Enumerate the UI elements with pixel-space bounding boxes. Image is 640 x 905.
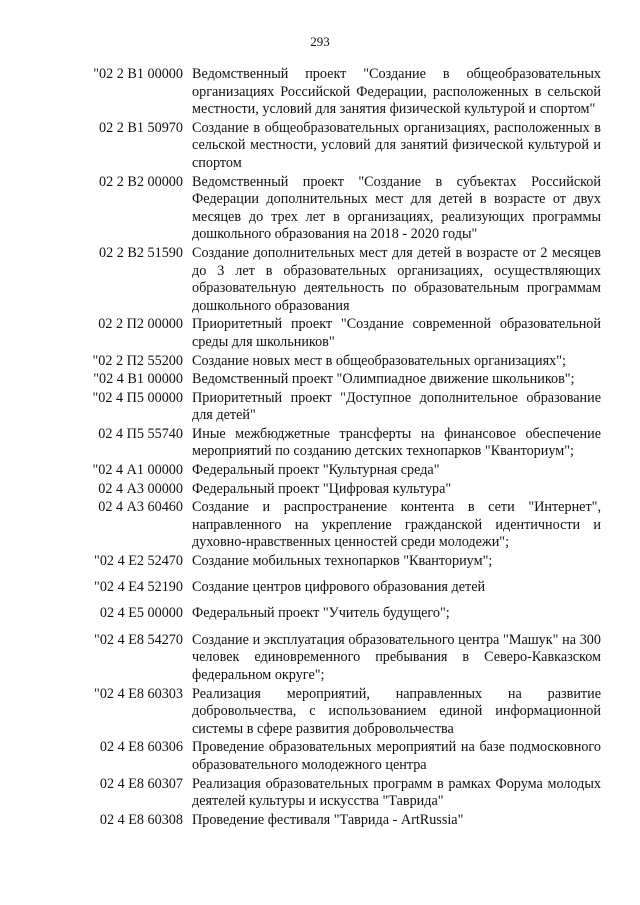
entry-description: Ведомственный проект "Олимпиадное движение школьников"; xyxy=(192,371,575,388)
entry-description: Проведение фестиваля "Таврида - ArtRussia" xyxy=(192,811,464,828)
entry-code: 02 4 А3 00000 xyxy=(98,480,183,497)
entry-02-4-e8-60303 xyxy=(0,686,640,739)
entry-description: Федеральный проект "Учитель будущего"; xyxy=(192,605,450,622)
entry-description: Создание новых мест в общеобразовательных организациях"; xyxy=(192,352,566,369)
entry-description: Создание мобильных технопарков "Кванториум"; xyxy=(192,553,493,570)
entry-code: "02 4 В1 00000 xyxy=(93,371,183,388)
entry-02-2-p2-00000 xyxy=(0,316,640,351)
entry-02-4-a1-00000 xyxy=(0,462,640,480)
entry-02-4-a3-60460 xyxy=(0,499,640,552)
entry-description: Создание центров цифрового образования детей xyxy=(192,578,486,595)
entry-description: Проведение образовательных мероприятий на базе подмосковного образовательного молодежного центра xyxy=(192,739,601,773)
entry-02-2-v2-51590 xyxy=(0,245,640,315)
entry-description: Реализация мероприятий, направленных на развитие добровольчества, с использованием единой информационной системы в сфере развития добровольчества xyxy=(192,685,601,737)
entry-02-4-e8-54270 xyxy=(0,632,640,685)
entry-02-2-v1-00000 xyxy=(0,66,640,119)
entry-description: Реализация образовательных программ в рамках Форума молодых деятелей культуры и искусства "Таврида" xyxy=(192,775,601,810)
entry-description: Приоритетный проект "Доступное дополнительное образование для детей" xyxy=(192,389,601,424)
entry-02-4-e8-60307 xyxy=(0,776,640,811)
entry-code: 02 4 Е8 60307 xyxy=(99,775,183,792)
entry-code: 02 2 В1 50970 xyxy=(99,119,183,136)
entry-code: 02 2 В2 00000 xyxy=(99,173,183,190)
entry-code: 02 2 П2 00000 xyxy=(98,316,183,333)
entry-code: "02 2 П2 55200 xyxy=(92,352,183,369)
entry-02-4-a3-00000 xyxy=(0,481,640,499)
entry-description: Создание в общеобразовательных организациях, расположенных в сельской местности, условий для занятий физической культурой и спортом xyxy=(192,119,601,171)
entry-02-4-v1-00000 xyxy=(0,371,640,389)
entry-02-2-v2-00000 xyxy=(0,174,640,244)
entry-description: Создание и распространение контента в сети "Интернет", направленного на укрепление гражданской идентичности и духовно-нравственных ценностей среди молодежи"; xyxy=(192,499,601,551)
entry-description: Иные межбюджетные трансферты на финансовое обеспечение мероприятий по созданию детских технопарков "Кванториум"; xyxy=(192,425,601,460)
entry-code: "02 4 Е4 52190 xyxy=(94,578,183,595)
entry-code: 02 4 Е5 00000 xyxy=(99,605,183,622)
entry-code: 02 4 П5 55740 xyxy=(98,425,183,442)
entry-02-4-p5-00000 xyxy=(0,390,640,425)
entry-code: "02 4 П5 00000 xyxy=(92,389,183,406)
entry-description: Ведомственный проект "Создание в субъектах Российской Федерации дополнительных мест для детей в возрасте от двух месяцев до трех лет в организациях, реализующих программы дошкольного образования на 2018 - 2020 годы" xyxy=(192,173,601,243)
entry-02-2-p2-55200 xyxy=(0,353,640,371)
entry-description: Приоритетный проект "Создание современной образовательной среды для школьников" xyxy=(192,316,601,350)
entry-description: Федеральный проект "Культурная среда" xyxy=(192,462,440,479)
entry-code: "02 2 В1 00000 xyxy=(93,66,183,82)
entry-02-4-p5-55740 xyxy=(0,426,640,461)
page-number: 293 xyxy=(310,34,330,49)
entry-description: Федеральный проект "Цифровая культура" xyxy=(192,480,452,497)
entry-code: 02 4 Е8 60308 xyxy=(99,811,183,828)
entry-02-2-v1-50970 xyxy=(0,120,640,173)
entry-02-4-e8-60306 xyxy=(0,739,640,774)
entry-code: "02 4 А1 00000 xyxy=(92,462,183,479)
entry-code: "02 4 Е8 54270 xyxy=(94,631,183,648)
entry-description: Создание дополнительных мест для детей в возрасте от 2 месяцев до 3 лет в образовательных организациях, осуществляющих образовательную деятельность по образовательным программам дошкольного образования xyxy=(192,244,601,314)
entry-02-4-e2-52470 xyxy=(0,553,640,571)
entry-02-4-e5-00000 xyxy=(0,605,640,623)
entry-02-4-e8-60308 xyxy=(0,812,640,830)
entry-code: 02 2 В2 51590 xyxy=(99,244,183,261)
entry-description: Ведомственный проект "Создание в общеобразовательных организациях Российской Федерации, расположенных в сельской местности, условий для занятия физической культурой и спортом" xyxy=(192,66,601,118)
entry-code: 02 4 Е8 60306 xyxy=(99,739,183,756)
entry-description: Создание и эксплуатация образовательного центра "Машук" на 300 человек единовременного пребывания в Северо-Кавказском федеральном округе"; xyxy=(192,631,601,683)
entry-code: 02 4 А3 60460 xyxy=(98,499,183,516)
entry-code: "02 4 Е2 52470 xyxy=(94,553,183,570)
budget-code-list xyxy=(0,66,640,829)
entry-code: "02 4 Е8 60303 xyxy=(94,685,183,702)
entry-02-4-e4-52190 xyxy=(0,579,640,597)
